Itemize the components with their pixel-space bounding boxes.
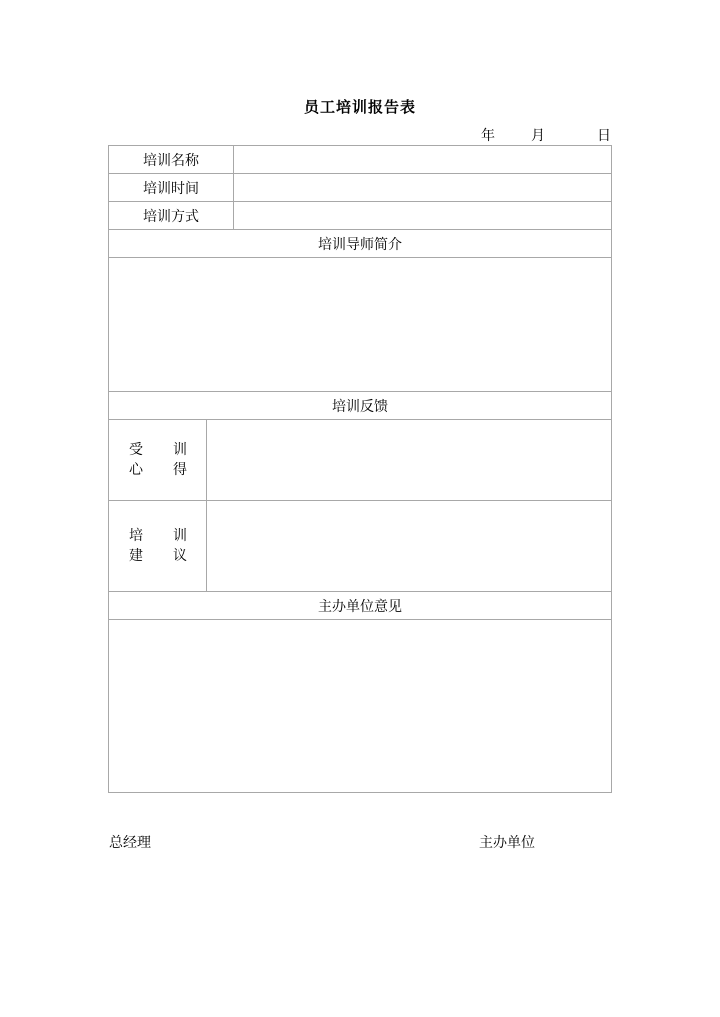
suggestion-char-4: 议 (173, 548, 187, 564)
date-day-label: 日 (597, 128, 611, 144)
date-year-label: 年 (481, 128, 495, 144)
instructor-intro-field[interactable] (109, 258, 612, 392)
suggestion-label (109, 501, 207, 592)
experience-char-1: 受 (129, 442, 143, 458)
row-organizer-header (109, 592, 612, 620)
suggestion-char-1: 培 (129, 528, 143, 544)
document-title: 员工培训报告表 (303, 98, 416, 116)
experience-label (109, 420, 207, 501)
row-training-method (109, 202, 612, 230)
row-feedback-header (109, 392, 612, 420)
training-report-form (108, 145, 612, 793)
experience-char-4: 得 (173, 462, 187, 478)
training-name-label: 培训名称 (109, 146, 234, 174)
suggestion-char-2: 训 (173, 528, 187, 544)
organizer-opinion-header: 主办单位意见 (109, 592, 612, 620)
organizer-signature-label: 主办单位 (479, 835, 535, 851)
suggestion-field[interactable] (207, 501, 612, 592)
training-method-field[interactable] (234, 202, 612, 230)
row-experience (109, 420, 612, 501)
training-time-label: 培训时间 (109, 174, 234, 202)
date-month-label: 月 (531, 128, 545, 144)
general-manager-signature-label: 总经理 (109, 835, 151, 851)
training-name-field[interactable] (234, 146, 612, 174)
experience-field[interactable] (207, 420, 612, 501)
instructor-intro-header: 培训导师简介 (109, 230, 612, 258)
training-method-label: 培训方式 (109, 202, 234, 230)
row-suggestion (109, 501, 612, 592)
experience-char-3: 心 (129, 462, 143, 478)
row-instructor-header (109, 230, 612, 258)
row-instructor-body (109, 258, 612, 392)
training-time-field[interactable] (234, 174, 612, 202)
organizer-opinion-field[interactable] (109, 620, 612, 793)
row-organizer-body (109, 620, 612, 793)
experience-char-2: 训 (173, 442, 187, 458)
suggestion-char-3: 建 (129, 548, 143, 564)
row-training-time (109, 174, 612, 202)
row-training-name (109, 146, 612, 174)
feedback-header: 培训反馈 (109, 392, 612, 420)
